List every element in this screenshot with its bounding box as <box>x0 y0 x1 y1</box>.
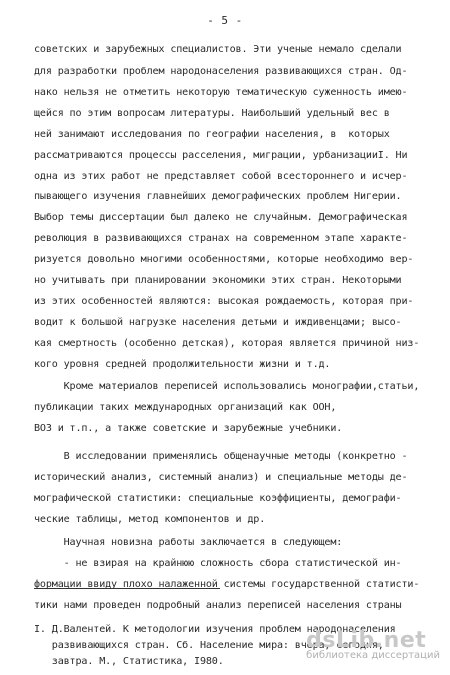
body-line: рассматриваются процессы расселения, миграции, урбанизацииI. Ни <box>34 150 408 161</box>
body-line: но учитывать при планировании экономики этих стран. Некоторыми <box>34 275 402 286</box>
footnote-line: I. Д.Валентей. К методологии изучения проблем народонаселения <box>34 624 396 635</box>
body-line: ВОЗ и т.п., а также советские и зарубежные учебники. <box>34 423 343 434</box>
body-line: тики нами проведен подробный анализ переписей населения страны <box>34 600 402 611</box>
watermark-subtitle: библиотека диссертаций <box>306 650 440 661</box>
body-line: мографической статистики: специальные коэффициенты, демографи- <box>34 493 402 504</box>
body-line: нако нельзя не отметить некоторую тематическую суженность имею- <box>34 87 408 98</box>
body-line: пывающего изучения главнейших демографических проблем Нигерии. <box>34 191 402 202</box>
footnote-line: завтра. М., Статистика, I980. <box>34 656 224 667</box>
body-line: ней занимают исследования по географии населения, в которых <box>34 129 390 140</box>
watermark <box>306 628 440 661</box>
body-line: для разработки проблем народонаселения развивающихся стран. Од- <box>34 66 408 77</box>
body-line: публикации таких международных организаций как ООН, <box>34 402 337 413</box>
body-line: исторический анализ, системный анализ) и специальные методы де- <box>34 472 408 483</box>
body-line: советских и зарубежных специалистов. Эти ученые немало сделали <box>34 44 402 55</box>
footnote-line: развивающихся стран. Сб. Население мира: вчера, сегодня, <box>34 640 384 651</box>
body-line: ческие таблицы, метод компонентов и др. <box>34 514 266 525</box>
body-line: ризуется довольно многими особенностями, которые необходимо вер- <box>34 254 414 265</box>
body-line: из этих особенностей являются: высокая рождаемость, которая при- <box>34 296 414 307</box>
body-line: водит к большой нагрузке населения детьми и иждивенцами; высо- <box>34 317 402 328</box>
body-line: формации ввиду плохо налаженной системы государственной статисти- <box>34 579 420 590</box>
body-line: - не взирая на крайнюю сложность сбора статистической ин- <box>34 558 402 569</box>
watermark-logo: dsLib.net <box>306 628 427 653</box>
body-line: В исследовании применялись общенаучные методы (конкретно - <box>34 451 408 462</box>
body-line: кая смертность (особенно детская), которая является причиной низ- <box>34 338 420 349</box>
body-line: Научная новизна работы заключается в следующем: <box>34 537 343 548</box>
body-line: революция в развивающихся странах на современном этапе характе- <box>34 233 408 244</box>
body-line: одна из этих работ не представляет собой всестороннего и исчер- <box>34 171 408 182</box>
body-line: щейся по этим вопросам литературы. Наибольший удельный вес в <box>34 108 390 119</box>
body-line: кого уровня средней продолжительности жизни и т.д. <box>34 359 331 370</box>
body-line: Кроме материалов переписей использовались монографии,статьи, <box>34 381 420 392</box>
body-line: Выбор темы диссертации был далеко не случайным. Демографическая <box>34 212 408 223</box>
page-number: - 5 - <box>207 14 243 27</box>
footnote-divider <box>34 588 220 589</box>
